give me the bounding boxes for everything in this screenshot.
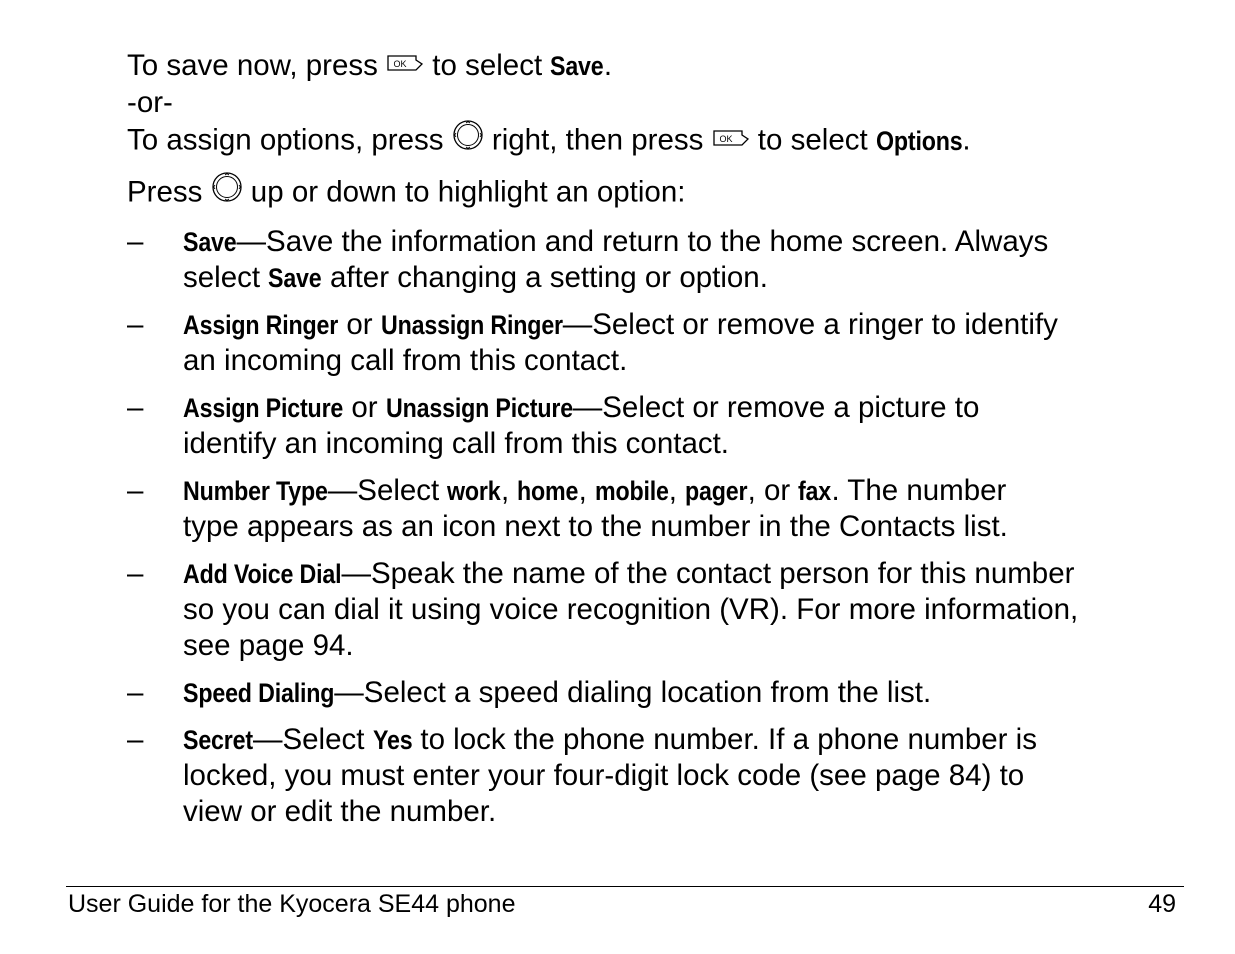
keyword-yes: Yes (372, 725, 413, 756)
keyword-mobile: mobile (595, 476, 669, 507)
page-content (127, 48, 1187, 841)
options-list (127, 224, 1187, 830)
intro-save-line: To save now, press OK to select Save. (127, 49, 613, 82)
keyword-work: work (447, 476, 501, 507)
list-dash: – (127, 474, 144, 508)
list-dash: – (127, 723, 144, 757)
navigation-key-icon (452, 119, 484, 160)
page-number: 49 (1148, 890, 1176, 918)
svg-text:OK: OK (719, 133, 733, 144)
intro-options-line: To assign options, press right, then press OK to select Options. (127, 121, 1187, 162)
keyword-save: Save (268, 263, 322, 294)
intro-highlight-line: Press up or down to highlight an option: (127, 173, 1187, 214)
list-item-picture: – Assign Picture or Unassign Picture—Select or remove a picture to identify an incoming call from this contact. (127, 391, 980, 461)
list-dash: – (127, 225, 144, 259)
footer-title: User Guide for the Kyocera SE44 phone (68, 890, 516, 918)
list-item-number-type: – Number Type—Select work, home, mobile, pager, or fax. The number type appears as an icon next to the number in the Contacts list. (127, 474, 1008, 544)
keyword-assign-ringer: Assign Ringer (183, 310, 339, 341)
keyword-number-type: Number Type (183, 476, 328, 507)
ok-key-icon (712, 122, 750, 158)
keyword-fax: fax (798, 476, 832, 507)
list-dash: – (127, 391, 144, 425)
list-item-voice-dial: – Add Voice Dial—Speak the name of the contact person for this number so you can dial it using voice recognition (VR). For more information, see page 94. (127, 557, 1079, 663)
keyword-secret: Secret (183, 725, 253, 756)
keyword-unassign-picture: Unassign Picture (385, 393, 573, 424)
keyword-home: home (517, 476, 579, 507)
list-item-save: – Save—Save the information and return to the home screen. Always select Save after changing a setting or option. (127, 225, 1049, 295)
list-dash: – (127, 557, 144, 591)
list-item-ringer: – Assign Ringer or Unassign Ringer—Select or remove a ringer to identify an incoming call from this contact. (127, 308, 1058, 378)
svg-text:OK: OK (393, 59, 407, 70)
keyword-pager: pager (685, 476, 748, 507)
keyword-unassign-ringer: Unassign Ringer (380, 310, 563, 341)
keyword-save: Save (183, 227, 237, 258)
keyword-assign-picture: Assign Picture (183, 393, 344, 424)
keyword-add-voice-dial: Add Voice Dial (183, 559, 342, 590)
ok-key-icon (386, 47, 424, 83)
or-separator: -or- (127, 86, 173, 120)
keyword-speed-dialing: Speed Dialing (183, 678, 335, 709)
list-item-speed-dialing: – Speed Dialing—Select a speed dialing location from the list. (127, 676, 932, 710)
list-item-secret: – Secret—Select Yes to lock the phone number. If a phone number is locked, you must enter your four-digit lock code (see page 84) to view or edit the number. (127, 723, 1037, 829)
list-dash: – (127, 676, 144, 710)
list-dash: – (127, 308, 144, 342)
keyword-options: Options (875, 125, 963, 156)
footer-divider (66, 886, 1184, 887)
keyword-save: Save (550, 51, 604, 81)
navigation-key-icon (211, 171, 243, 212)
